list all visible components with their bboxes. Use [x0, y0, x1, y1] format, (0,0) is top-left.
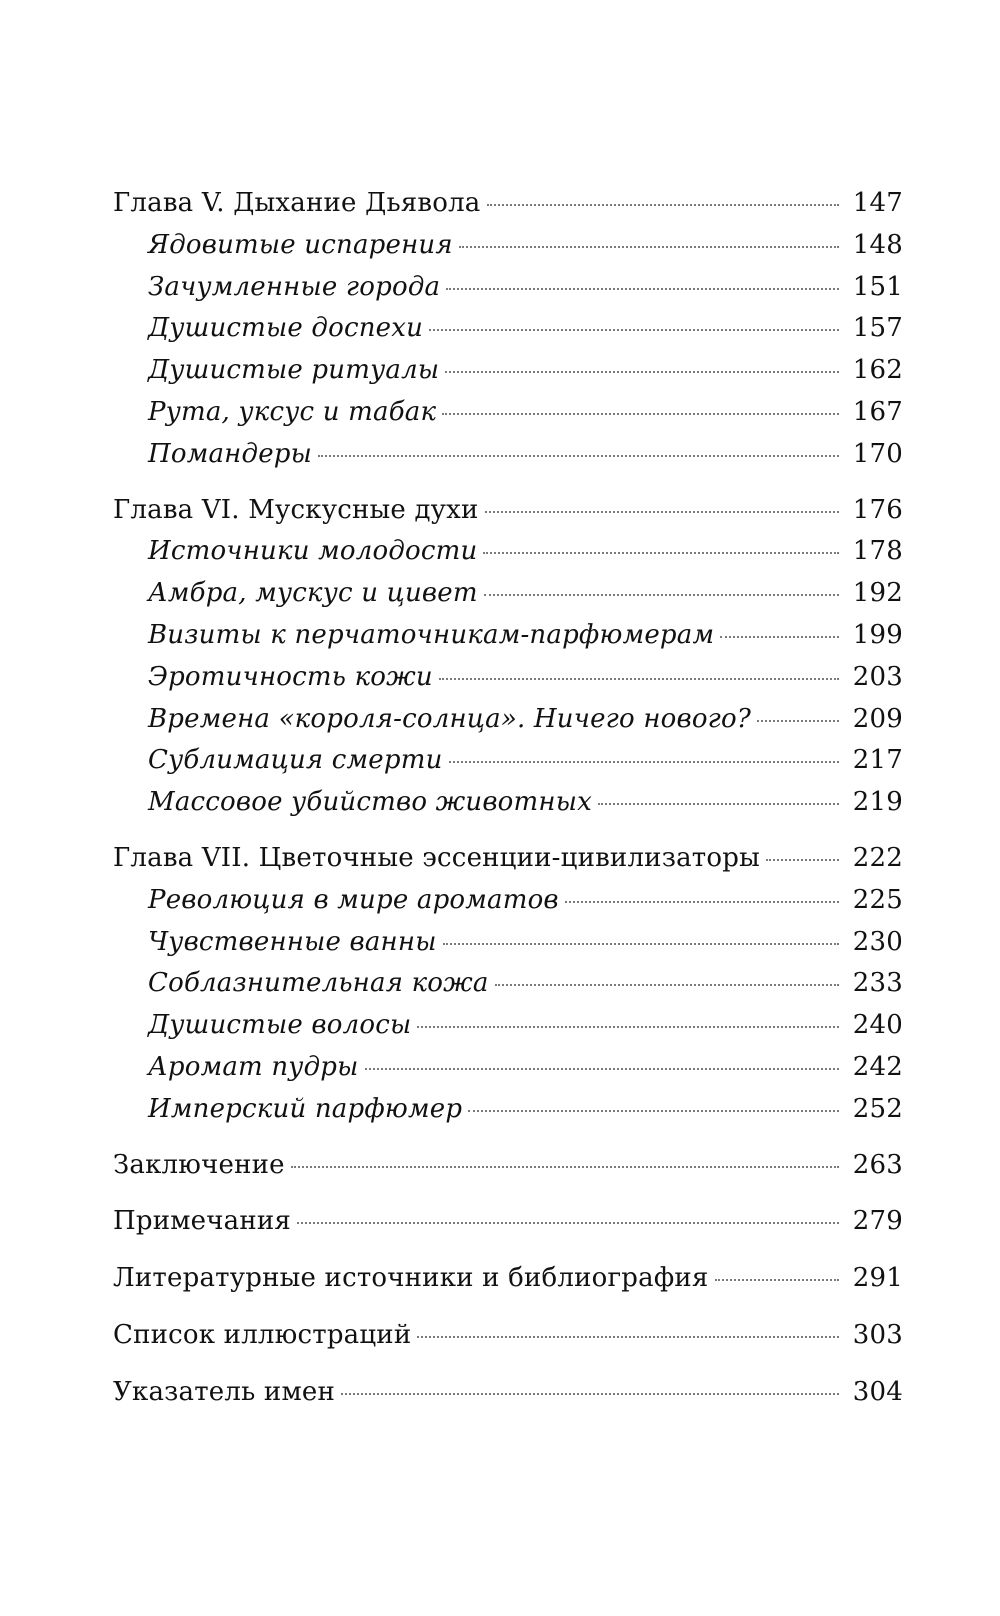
page-number: 176	[852, 494, 903, 525]
back-matter-entry[interactable]	[113, 1201, 903, 1243]
section-entry[interactable]	[113, 573, 903, 615]
section-entry[interactable]	[113, 1047, 903, 1089]
dot-leader	[446, 288, 839, 290]
dot-leader	[417, 1336, 838, 1338]
chapter-title: Глава VII. Цветочные эссенции-цивилизаторы	[113, 842, 760, 873]
dot-leader	[318, 455, 839, 457]
page-number: 170	[852, 438, 903, 469]
back-matter-entry[interactable]	[113, 1145, 903, 1187]
page-number: 157	[852, 313, 903, 344]
page-number: 192	[852, 578, 903, 609]
page-number: 291	[852, 1263, 903, 1294]
dot-leader	[483, 552, 838, 554]
back-matter-entry[interactable]	[113, 1258, 903, 1300]
back-matter-entry[interactable]	[113, 1372, 903, 1414]
dot-leader	[442, 413, 839, 415]
section-entry[interactable]	[113, 740, 903, 782]
section-title: Ядовитые испарения	[148, 229, 453, 260]
dot-leader	[484, 594, 839, 596]
page-number: 304	[852, 1376, 903, 1407]
page-number: 279	[852, 1206, 903, 1237]
dot-leader	[715, 1279, 839, 1281]
page-number: 178	[852, 536, 903, 567]
back-matter-entry[interactable]	[113, 1315, 903, 1357]
page-number: 263	[852, 1149, 903, 1180]
page-number: 240	[852, 1010, 903, 1041]
section-title: Соблазнительная кожа	[148, 968, 489, 999]
dot-leader	[445, 371, 839, 373]
chapter-spacer	[113, 824, 903, 838]
dot-leader	[468, 1110, 839, 1112]
back-matter-title: Список иллюстраций	[113, 1319, 412, 1350]
page-number: 151	[852, 271, 903, 302]
section-title: Душистые ритуалы	[148, 355, 440, 386]
section-title: Времена «короля-солнца». Ничего нового?	[148, 703, 752, 734]
section-title: Массовое убийство животных	[148, 787, 592, 818]
section-title: Помандеры	[148, 438, 312, 469]
page-number: 230	[852, 926, 903, 957]
section-entry[interactable]	[113, 1089, 903, 1131]
page-number: 203	[852, 661, 903, 692]
dot-leader	[757, 720, 839, 722]
page-number: 252	[852, 1093, 903, 1124]
page-number: 303	[852, 1319, 903, 1350]
section-entry[interactable]	[113, 531, 903, 573]
dot-leader	[291, 1166, 839, 1168]
section-entry[interactable]	[113, 434, 903, 476]
section-title: Источники молодости	[148, 536, 478, 567]
section-title: Чувственные ванны	[148, 926, 437, 957]
chapter-entry[interactable]	[113, 183, 903, 225]
page-number: 147	[852, 188, 903, 218]
section-title: Революция в мире ароматов	[148, 884, 559, 915]
page-number: 225	[852, 884, 903, 915]
page-number: 242	[852, 1051, 903, 1082]
page-number: 217	[852, 745, 903, 776]
section-entry[interactable]	[113, 880, 903, 922]
section-entry[interactable]	[113, 308, 903, 350]
dot-leader	[449, 761, 839, 763]
dot-leader	[365, 1068, 839, 1070]
section-entry[interactable]	[113, 922, 903, 964]
chapter-5	[113, 183, 903, 476]
back-matter-title: Заключение	[113, 1149, 285, 1180]
page-number: 222	[852, 842, 903, 873]
chapter-title: Глава V. Дыхание Дьявола	[113, 188, 481, 218]
section-title: Визиты к перчаточникам-парфюмерам	[148, 619, 715, 650]
chapter-entry[interactable]	[113, 838, 903, 880]
dot-leader	[439, 678, 839, 680]
section-entry[interactable]	[113, 267, 903, 309]
section-entry[interactable]	[113, 657, 903, 699]
table-of-contents	[113, 183, 903, 1414]
section-entry[interactable]	[113, 225, 903, 267]
chapter-7	[113, 838, 903, 1131]
dot-leader	[565, 901, 839, 903]
dot-leader	[766, 859, 839, 861]
section-entry[interactable]	[113, 963, 903, 1005]
dot-leader	[487, 204, 839, 206]
dot-leader	[495, 984, 839, 986]
page-number: 199	[852, 619, 903, 650]
section-title: Аромат пудры	[148, 1051, 359, 1082]
section-title: Амбра, мускус и цивет	[148, 578, 478, 609]
section-entry[interactable]	[113, 350, 903, 392]
dot-leader	[720, 636, 839, 638]
dot-leader	[417, 1026, 838, 1028]
chapter-spacer	[113, 1131, 903, 1145]
section-entry[interactable]	[113, 392, 903, 434]
section-title: Душистые доспехи	[148, 313, 424, 344]
section-title: Имперский парфюмер	[148, 1093, 463, 1124]
chapter-title: Глава VI. Мускусные духи	[113, 494, 479, 525]
section-entry[interactable]	[113, 615, 903, 657]
chapter-spacer	[113, 476, 903, 490]
back-matter-title: Примечания	[113, 1206, 292, 1237]
section-title: Душистые волосы	[148, 1010, 412, 1041]
page-number: 162	[852, 355, 903, 386]
dot-leader	[443, 943, 839, 945]
page-number: 148	[852, 229, 903, 260]
dot-leader	[341, 1393, 839, 1395]
dot-leader	[297, 1222, 839, 1224]
section-title: Эротичность кожи	[148, 661, 433, 692]
page-number: 167	[852, 396, 903, 427]
chapter-entry[interactable]	[113, 490, 903, 532]
back-matter-title: Литературные источники и библиография	[113, 1263, 709, 1294]
section-entry[interactable]	[113, 1005, 903, 1047]
section-title: Сублимация смерти	[148, 745, 443, 776]
dot-leader	[429, 329, 839, 331]
page-number: 209	[852, 703, 903, 734]
dot-leader	[598, 803, 839, 805]
back-matter-title: Указатель имен	[113, 1376, 335, 1407]
section-entry[interactable]	[113, 782, 903, 824]
section-title: Зачумленные города	[148, 271, 441, 302]
dot-leader	[459, 246, 839, 248]
chapter-6	[113, 490, 903, 824]
page-number: 233	[852, 968, 903, 999]
page-number: 219	[852, 787, 903, 818]
section-entry[interactable]	[113, 699, 903, 741]
dot-leader	[485, 511, 839, 513]
section-title: Рута, уксус и табак	[148, 396, 437, 427]
